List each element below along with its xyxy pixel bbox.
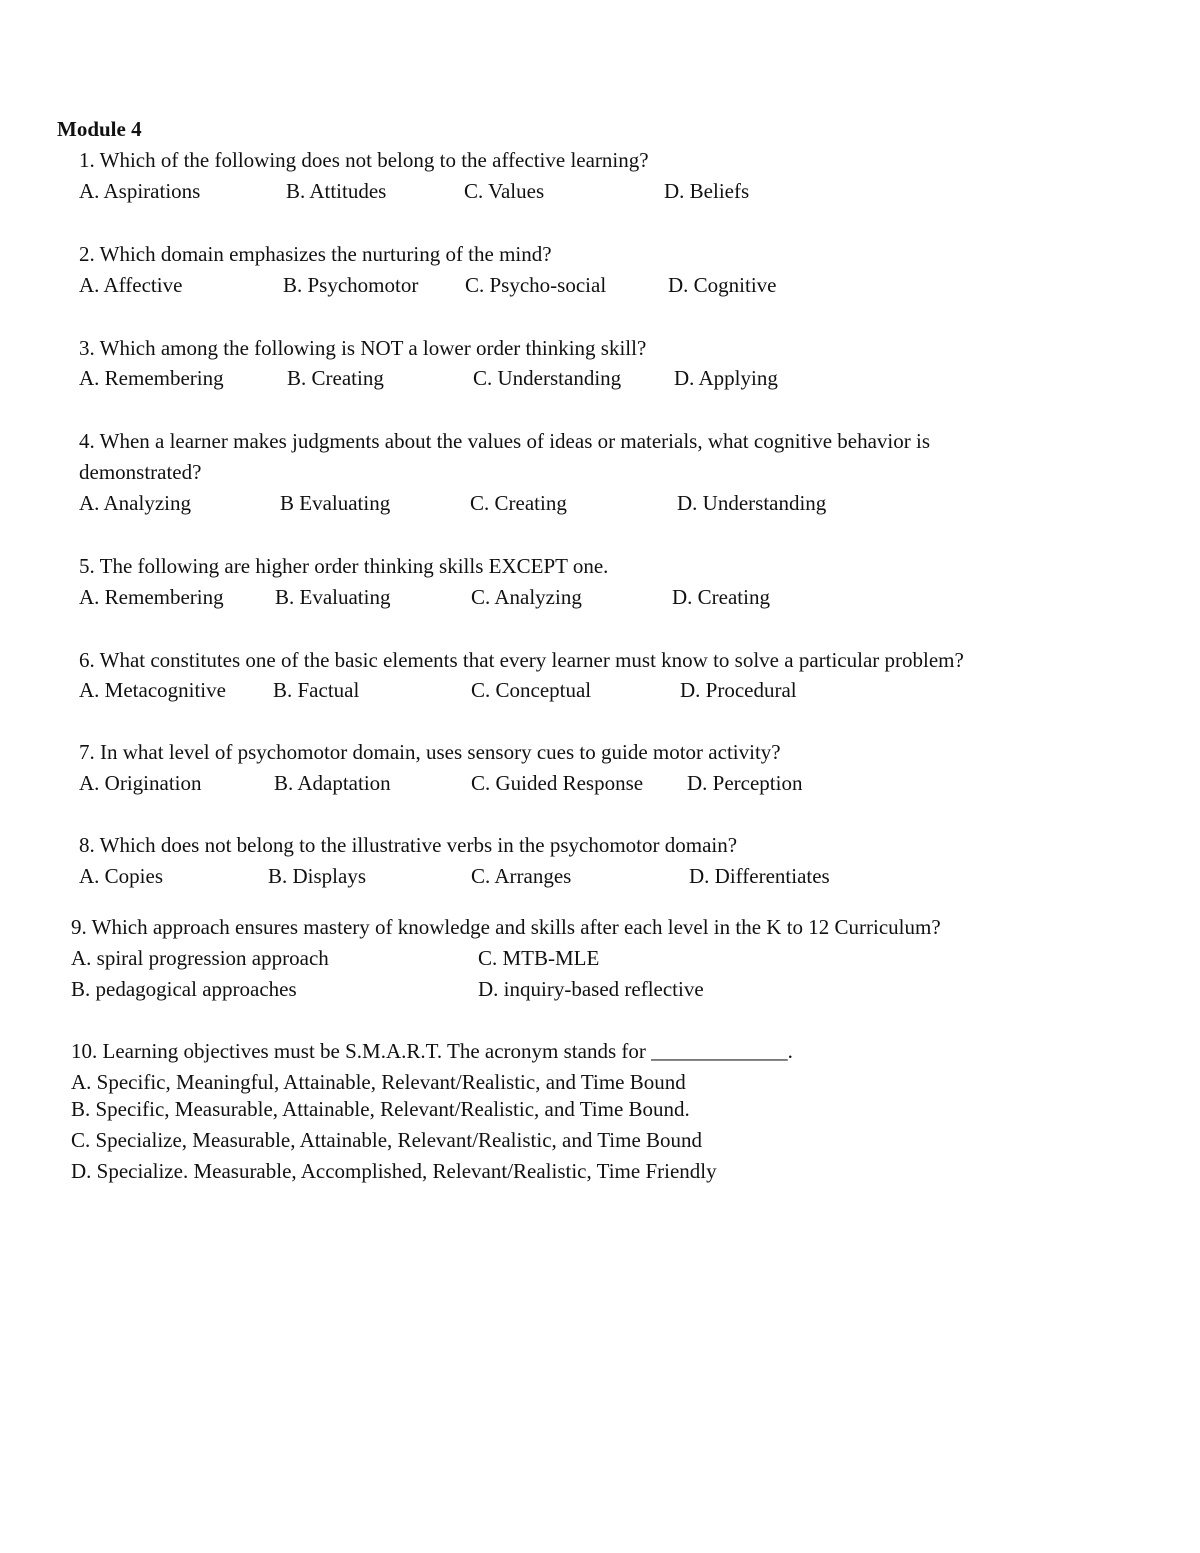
- question-3-stem: 3. Which among the following is NOT a lower order thinking skill?: [79, 336, 647, 360]
- question-9-option-d: D. inquiry-based reflective: [478, 977, 704, 1001]
- question-5-option-c: C. Analyzing: [471, 585, 582, 609]
- question-9-option-b: B. pedagogical approaches: [71, 977, 297, 1001]
- question-7-option-a: A. Origination: [79, 771, 202, 795]
- question-9-stem: 9. Which approach ensures mastery of knowledge and skills after each level in the K to 12 Curriculum?: [71, 915, 941, 939]
- question-6-option-c: C. Conceptual: [471, 678, 592, 702]
- question-9-option-a: A. spiral progression approach: [71, 946, 329, 970]
- question-10-option-c: C. Specialize, Measurable, Attainable, Relevant/Realistic, and Time Bound: [71, 1128, 703, 1152]
- question-8-option-b: B. Displays: [268, 864, 367, 888]
- question-1-option-d: D. Beliefs: [664, 179, 750, 203]
- question-3-option-b: B. Creating: [287, 366, 384, 390]
- question-2-stem: 2. Which domain emphasizes the nurturing of the mind?: [79, 242, 552, 266]
- question-7-stem: 7. In what level of psychomotor domain, uses sensory cues to guide motor activity?: [79, 740, 781, 764]
- question-6-option-d: D. Procedural: [680, 678, 797, 702]
- question-10-option-a: A. Specific, Meaningful, Attainable, Relevant/Realistic, and Time Bound: [71, 1070, 686, 1094]
- question-2-option-a: A. Affective: [79, 273, 183, 297]
- question-5-option-b: B. Evaluating: [275, 585, 391, 609]
- question-5-option-d: D. Creating: [672, 585, 770, 609]
- question-9-option-c: C. MTB-MLE: [478, 946, 600, 970]
- question-4-option-a: A. Analyzing: [79, 491, 191, 515]
- question-3-option-a: A. Remembering: [79, 366, 224, 390]
- question-1-option-c: C. Values: [464, 179, 545, 203]
- question-10-stem: 10. Learning objectives must be S.M.A.R.T. The acronym stands for _____________.: [71, 1039, 793, 1063]
- question-2-option-d: D. Cognitive: [668, 273, 777, 297]
- question-7-option-c: C. Guided Response: [471, 771, 644, 795]
- question-4-option-b: B Evaluating: [280, 491, 391, 515]
- question-4-stem: 4. When a learner makes judgments about the values of ideas or materials, what cognitive behavior is: [79, 429, 931, 453]
- question-10-option-d: D. Specialize. Measurable, Accomplished, Relevant/Realistic, Time Friendly: [71, 1159, 717, 1183]
- question-1-option-a: A. Aspirations: [79, 179, 201, 203]
- question-10-option-b: B. Specific, Measurable, Attainable, Relevant/Realistic, and Time Bound.: [71, 1097, 690, 1121]
- page-title: Module 4: [57, 117, 142, 141]
- question-3-option-d: D. Applying: [674, 366, 778, 390]
- question-4-option-c: C. Creating: [470, 491, 567, 515]
- question-6-stem: 6. What constitutes one of the basic elements that every learner must know to solve a particular problem?: [79, 648, 964, 672]
- question-8-stem: 8. Which does not belong to the illustrative verbs in the psychomotor domain?: [79, 833, 738, 857]
- question-6-option-a: A. Metacognitive: [79, 678, 226, 702]
- question-7-option-d: D. Perception: [687, 771, 803, 795]
- question-2-option-c: C. Psycho-social: [465, 273, 607, 297]
- question-6-option-b: B. Factual: [273, 678, 360, 702]
- question-5-stem: 5. The following are higher order thinking skills EXCEPT one.: [79, 554, 609, 578]
- question-8-option-a: A. Copies: [79, 864, 163, 888]
- question-4-option-d: D. Understanding: [677, 491, 827, 515]
- question-1-option-b: B. Attitudes: [286, 179, 387, 203]
- question-4-stem-continued: demonstrated?: [79, 460, 202, 484]
- question-8-option-d: D. Differentiates: [689, 864, 830, 888]
- question-3-option-c: C. Understanding: [473, 366, 622, 390]
- question-8-option-c: C. Arranges: [471, 864, 572, 888]
- question-1-stem: 1. Which of the following does not belong to the affective learning?: [79, 148, 649, 172]
- question-2-option-b: B. Psychomotor: [283, 273, 419, 297]
- question-5-option-a: A. Remembering: [79, 585, 224, 609]
- question-7-option-b: B. Adaptation: [274, 771, 391, 795]
